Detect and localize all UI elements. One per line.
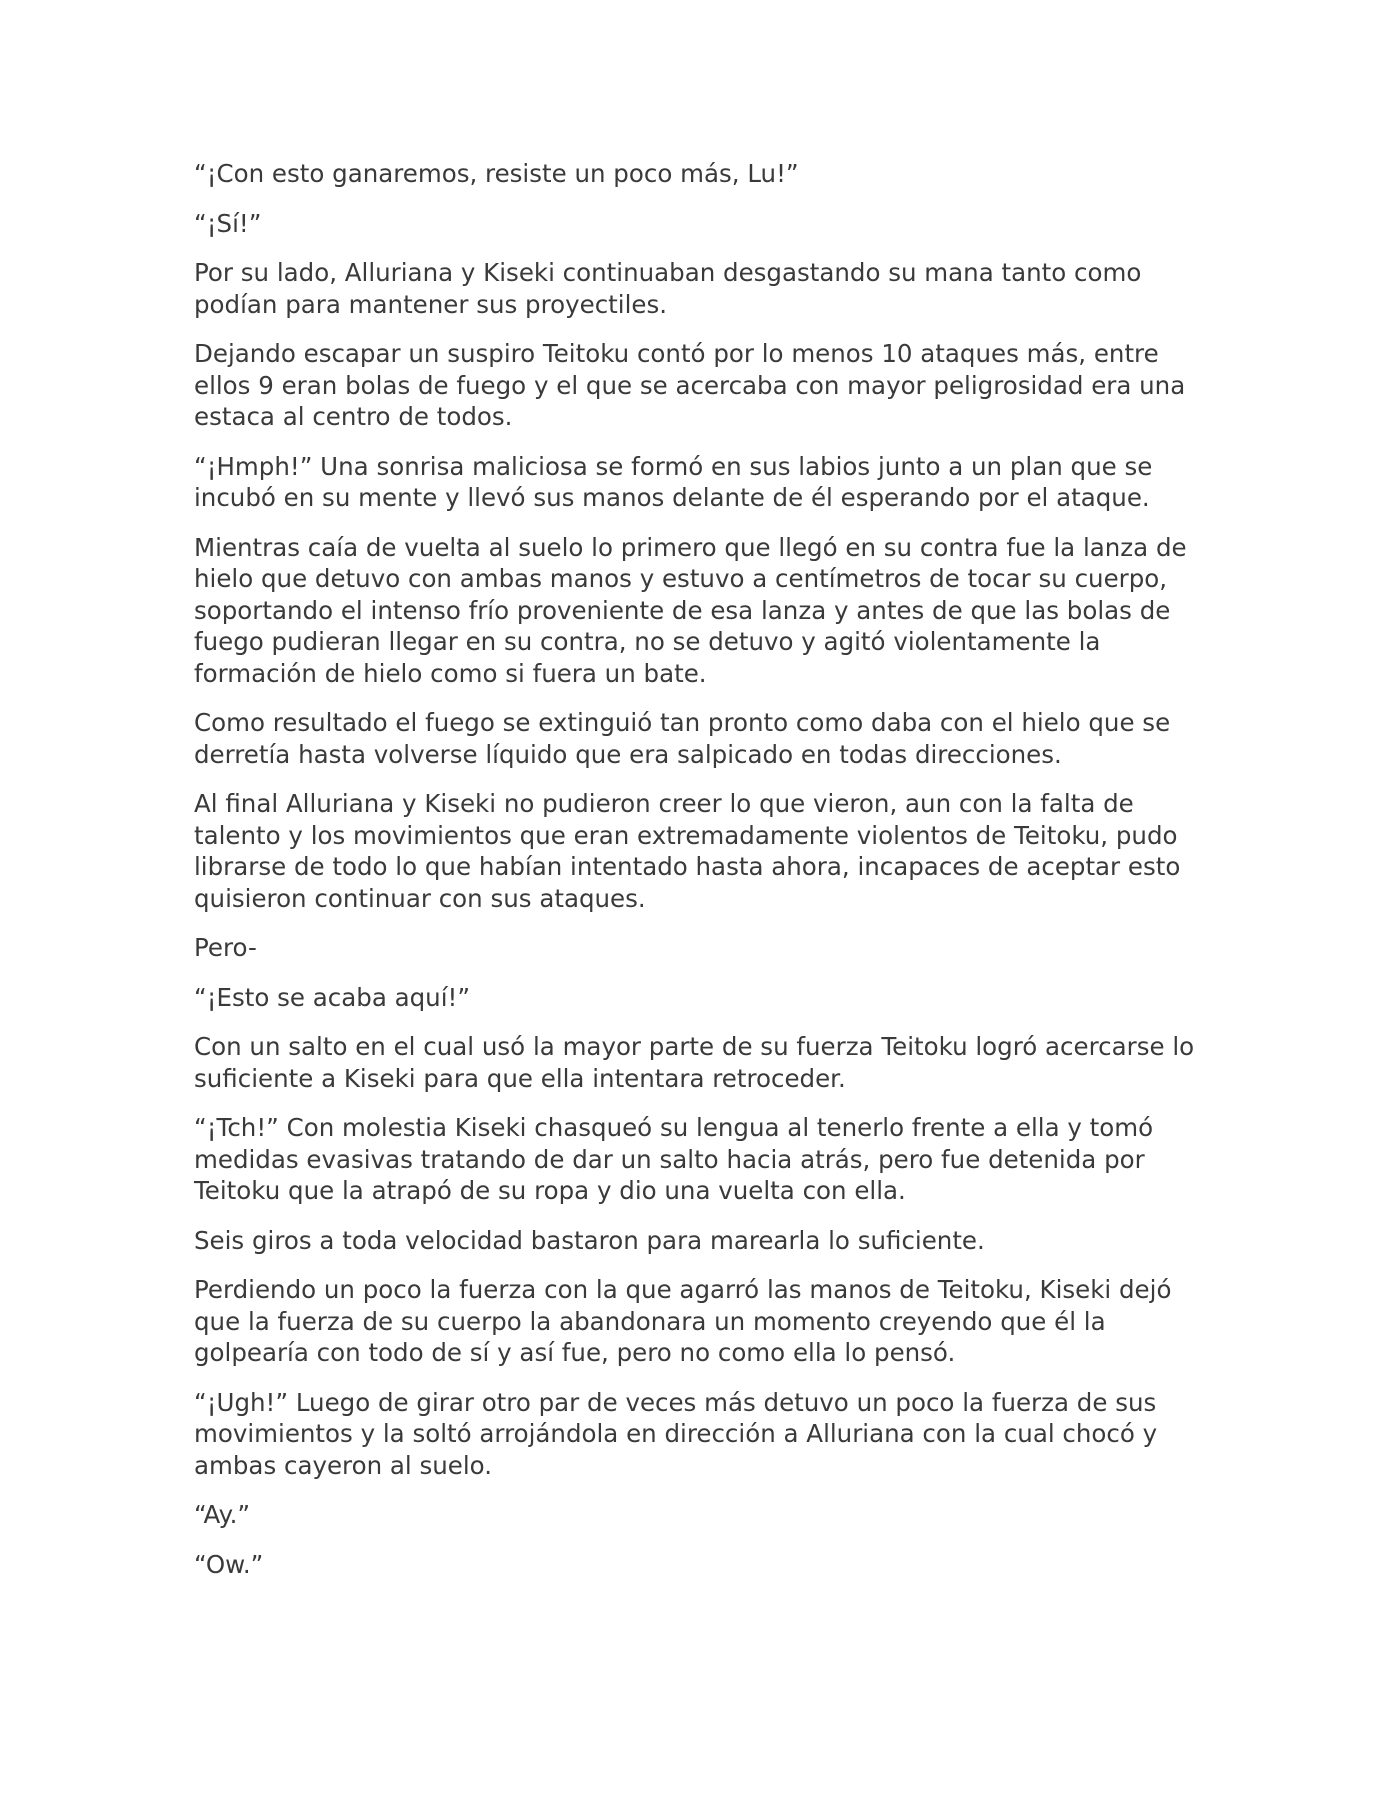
- paragraph: “¡Hmph!” Una sonrisa maliciosa se formó en sus labios junto a un plan que se incubó en su mente y llevó sus manos delante de él esperando por el ataque.: [194, 451, 1153, 512]
- paragraph: “¡Esto se acaba aquí!”: [194, 982, 471, 1012]
- paragraph: Al final Alluriana y Kiseki no pudieron creer lo que vieron, aun con la falta de talento y los movimientos que eran extremadamente violentos de Teitoku, pudo librarse de todo lo que habían intentado hasta ahora, incapaces de aceptar esto quisieron continuar con sus ataques.: [194, 789, 1181, 913]
- paragraph: Como resultado el fuego se extinguió tan pronto como daba con el hielo que se derretía hasta volverse líquido que era salpicado en todas direcciones.: [194, 708, 1171, 769]
- paragraph: “¡Tch!” Con molestia Kiseki chasqueó su lengua al tenerlo frente a ella y tomó medidas evasivas tratando de dar un salto hacia atrás, pero fue detenida por Teitoku que la atrapó de su ropa y dio una vuelta con ella.: [194, 1113, 1154, 1205]
- paragraph: “¡Ugh!” Luego de girar otro par de veces más detuvo un poco la fuerza de sus movimientos y la soltó arrojándola en dirección a Alluriana con la cual chocó y ambas cayeron al suelo.: [194, 1387, 1158, 1480]
- document-body: [194, 158, 1214, 1598]
- paragraph: Mientras caía de vuelta al suelo lo primero que llegó en su contra fue la lanza de hielo que detuvo con ambas manos y estuvo a centímetros de tocar su cuerpo, soportando el intenso frío proveniente de esa lanza y antes de que las bolas de fuego pudieran llegar en su contra, no se detuvo y agitó violentamente la formación de hielo como si fuera un bate.: [194, 532, 1187, 688]
- paragraph: Seis giros a toda velocidad bastaron para marearla lo suficiente.: [194, 1225, 985, 1255]
- paragraph: Perdiendo un poco la fuerza con la que agarró las manos de Teitoku, Kiseki dejó que la fuerza de su cuerpo la abandonara un momento creyendo que él la golpearía con todo de sí y así fue, pero no como ella lo pensó.: [194, 1275, 1172, 1367]
- paragraph: Pero-: [194, 933, 257, 962]
- paragraph: “Ow.”: [194, 1549, 264, 1579]
- paragraph: “Ay.”: [194, 1500, 251, 1529]
- paragraph: “¡Sí!”: [194, 208, 262, 238]
- paragraph: Por su lado, Alluriana y Kiseki continuaban desgastando su mana tanto como podían para mantener sus proyectiles.: [194, 258, 1142, 319]
- paragraph: Dejando escapar un suspiro Teitoku contó por lo menos 10 ataques más, entre ellos 9 eran bolas de fuego y el que se acercaba con mayor peligrosidad era una estaca al centro de todos.: [194, 339, 1186, 431]
- paragraph: “¡Con esto ganaremos, resiste un poco más, Lu!”: [194, 159, 799, 188]
- paragraph: Con un salto en el cual usó la mayor parte de su fuerza Teitoku logró acercarse lo suficiente a Kiseki para que ella intentara retroceder.: [194, 1032, 1195, 1093]
